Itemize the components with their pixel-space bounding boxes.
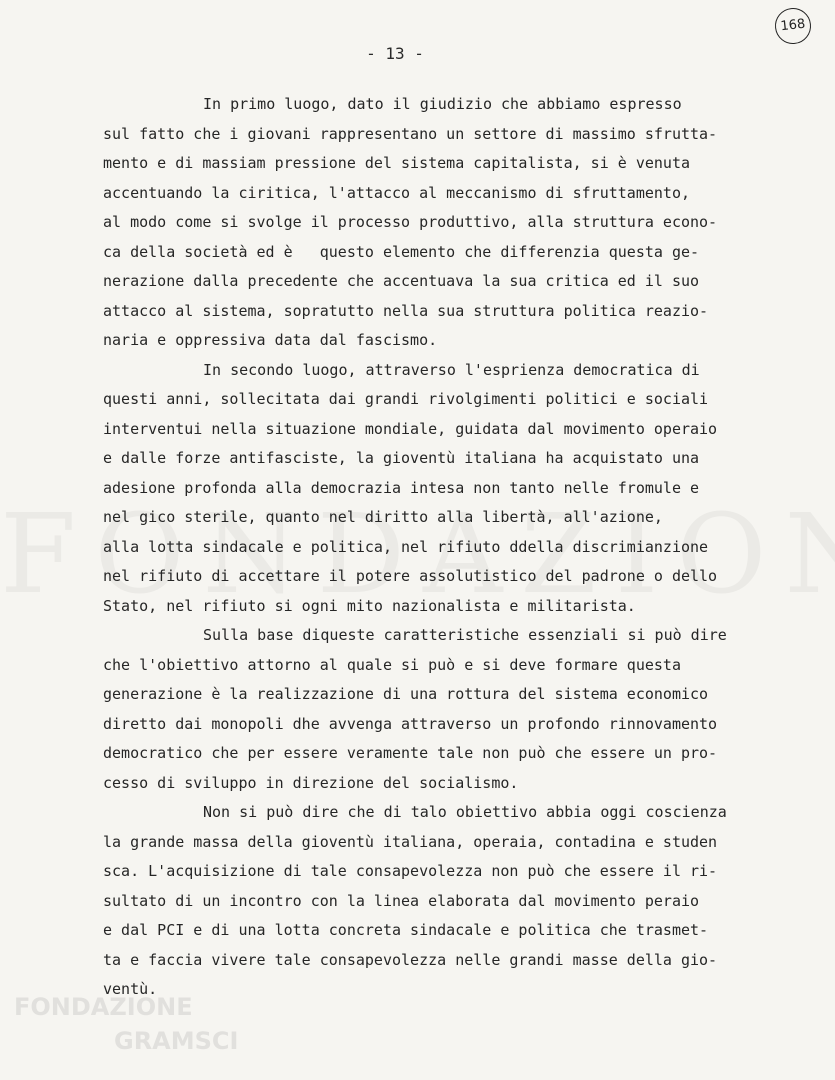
text-line: accentuando la ciritica, l'attacco al meccanismo di sfruttamento, <box>103 183 690 202</box>
archive-stamp: 168 <box>773 6 813 46</box>
text-line: Sulla base diqueste caratteristiche essenziali si può dire <box>203 626 727 644</box>
watermark-logo: FONDAZIONE GRAMSCI <box>14 993 239 1055</box>
text-line: attacco al sistema, sopratutto nella sua struttura politica reazio- <box>103 301 709 320</box>
document-body <box>103 90 793 1005</box>
text-line: sca. L'acquisizione di tale consapevolezza non può che essere il ri- <box>103 862 718 880</box>
text-line: ta e faccia vivere tale consapevolezza nelle grandi masse della gio- <box>103 950 718 969</box>
text-line: la grande massa della gioventù italiana, operaia, contadina e studen <box>103 832 718 851</box>
text-line: al modo come si svolge il processo produttivo, alla struttura econo- <box>103 213 718 231</box>
text-line: che l'obiettivo attorno al quale si può e si deve formare questa <box>103 655 681 674</box>
paragraph-4 <box>103 798 793 1005</box>
text-line: In primo luogo, dato il giudizio che abbiamo espresso <box>203 95 682 113</box>
paragraph-3 <box>103 621 793 798</box>
page-number: - 13 - <box>366 44 424 63</box>
text-line: ca della società ed è questo elemento che differenzia questa ge- <box>103 242 700 261</box>
text-line: diretto dai monopoli dhe avvenga attraverso un profondo rinnovamento <box>103 714 718 733</box>
paragraph-1 <box>103 90 793 356</box>
text-line: generazione è la realizzazione di una rottura del sistema economico <box>103 685 709 703</box>
text-line: ventù. <box>103 980 158 998</box>
text-line: adesione profonda alla democrazia intesa non tanto nelle fromule e <box>103 478 700 497</box>
text-line: sul fatto che i giovani rappresentano un settore di massimo sfrutta- <box>103 124 718 143</box>
text-line: naria e oppressiva data dal fascismo. <box>103 331 438 349</box>
text-line: nel gico sterile, quanto nel diritto alla libertà, all'azione, <box>103 508 663 526</box>
text-line: e dal PCI e di una lotta concreta sindacale e politica che trasmet- <box>103 921 709 939</box>
text-line: cesso di sviluppo in direzione del socialismo. <box>103 773 519 792</box>
paragraph-2 <box>103 356 793 622</box>
text-line: mento e di massiam pressione del sistema capitalista, si è venuta <box>103 154 690 172</box>
text-line: nel rifiuto di accettare il potere assolutistico del padrone o dello <box>103 567 718 585</box>
text-line: Non si può dire che di talo obiettivo abbia oggi coscienza <box>203 803 727 821</box>
text-line: questi anni, sollecitata dai grandi rivolgimenti politici e sociali <box>103 390 709 408</box>
text-line: nerazione dalla precedente che accentuava la sua critica ed il suo <box>103 272 700 290</box>
text-line: Stato, nel rifiuto si ogni mito nazionalista e militarista. <box>103 596 636 615</box>
text-line: In secondo luogo, attraverso l'esprienza democratica di <box>203 360 700 379</box>
text-line: sultato di un incontro con la linea elaborata dal movimento peraio <box>103 891 700 910</box>
text-line: alla lotta sindacale e politica, nel rifiuto ddella discrimianzione <box>103 537 709 556</box>
text-line: democratico che per essere veramente tale non può che essere un pro- <box>103 744 718 762</box>
text-line: e dalle forze antifasciste, la gioventù italiana ha acquistato una <box>103 449 700 467</box>
text-line: interventui nella situazione mondiale, guidata dal movimento operaio <box>103 419 718 438</box>
